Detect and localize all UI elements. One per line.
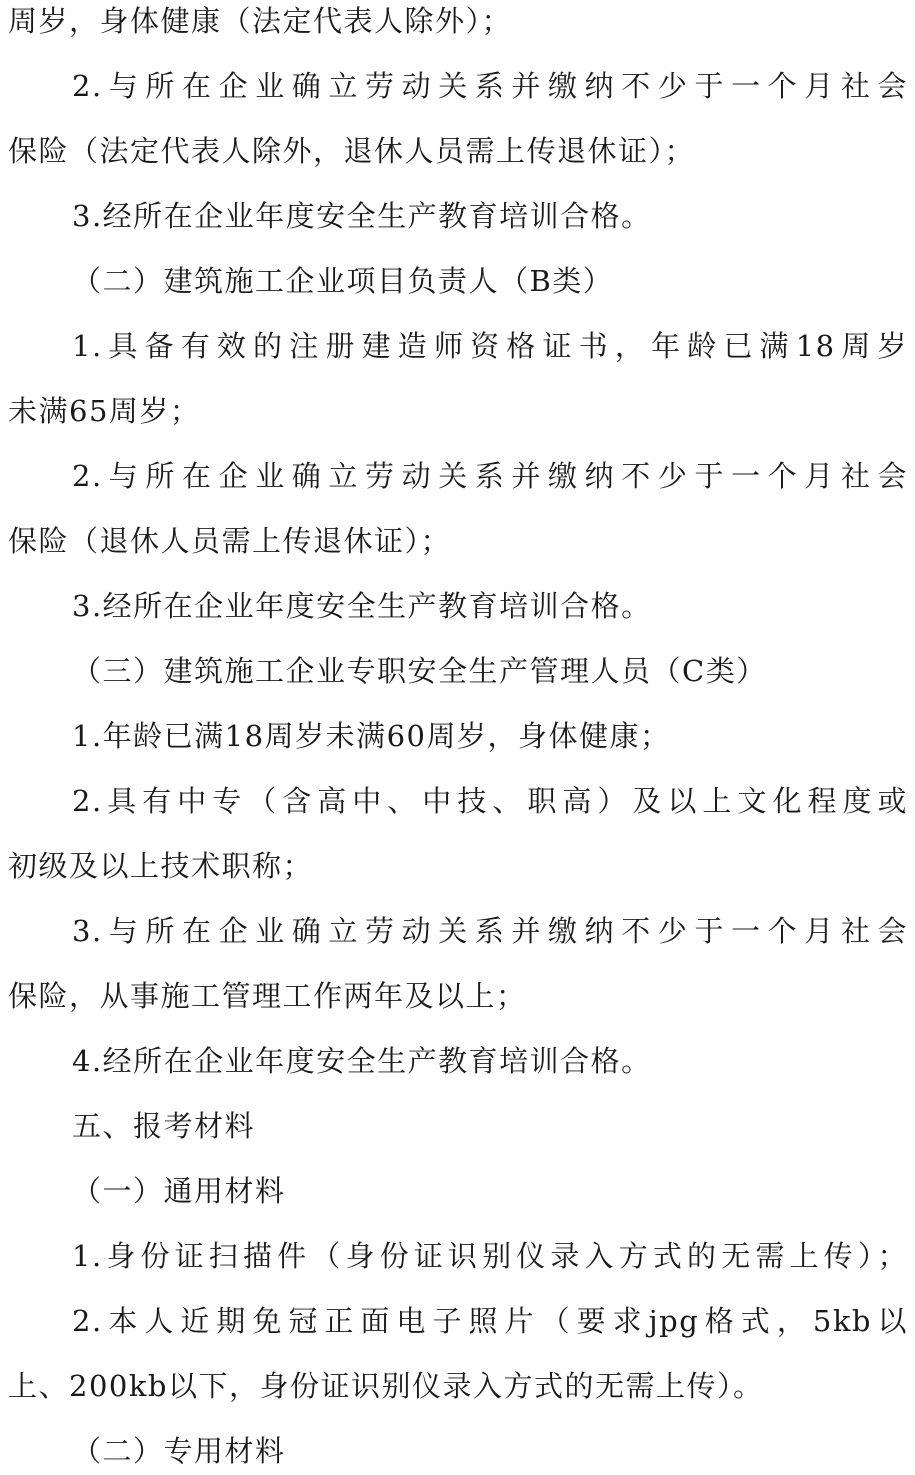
text-line: 保险（退休人员需上传退休证）； <box>8 524 452 558</box>
text-line: 2.本人近期免冠正面电子照片（要求jpg格式，5kb以 <box>72 1304 908 1338</box>
section-heading: （三）建筑施工企业专职安全生产管理人员（C类） <box>72 654 767 688</box>
text-line: 1.具备有效的注册建造师资格证书，年龄已满18周岁 <box>72 329 908 363</box>
chapter-heading: 五、报考材料 <box>72 1109 256 1143</box>
text-line: 4.经所在企业年度安全生产教育培训合格。 <box>72 1044 652 1078</box>
text-line: 2.具有中专（含高中、中技、职高）及以上文化程度或 <box>72 784 908 818</box>
text-line: 2.与所在企业确立劳动关系并缴纳不少于一个月社会 <box>72 69 908 103</box>
text-line: 未满65周岁； <box>8 394 201 428</box>
section-heading: （二）专用材料 <box>72 1434 286 1468</box>
text-line: 保险，从事施工管理工作两年及以上； <box>8 979 527 1013</box>
text-line: 1.年龄已满18周岁未满60周岁，身体健康； <box>72 719 671 753</box>
text-line: 1.身份证扫描件（身份证识别仪录入方式的无需上传）； <box>72 1239 908 1273</box>
section-heading: （一）通用材料 <box>72 1174 286 1208</box>
text-line: 3.与所在企业确立劳动关系并缴纳不少于一个月社会 <box>72 914 908 948</box>
section-heading: （二）建筑施工企业项目负责人（B类） <box>72 264 614 298</box>
text-line: 上、200kb以下，身份证识别仪录入方式的无需上传）。 <box>8 1369 764 1403</box>
text-line: 保险（法定代表人除外，退休人员需上传退休证）； <box>8 134 696 168</box>
text-line: 周岁，身体健康（法定代表人除外）； <box>8 4 513 38</box>
text-line: 3.经所在企业年度安全生产教育培训合格。 <box>72 589 652 623</box>
text-line: 初级及以上技术职称； <box>8 849 314 883</box>
text-line: 3.经所在企业年度安全生产教育培训合格。 <box>72 199 652 233</box>
text-line: 2.与所在企业确立劳动关系并缴纳不少于一个月社会 <box>72 459 908 493</box>
